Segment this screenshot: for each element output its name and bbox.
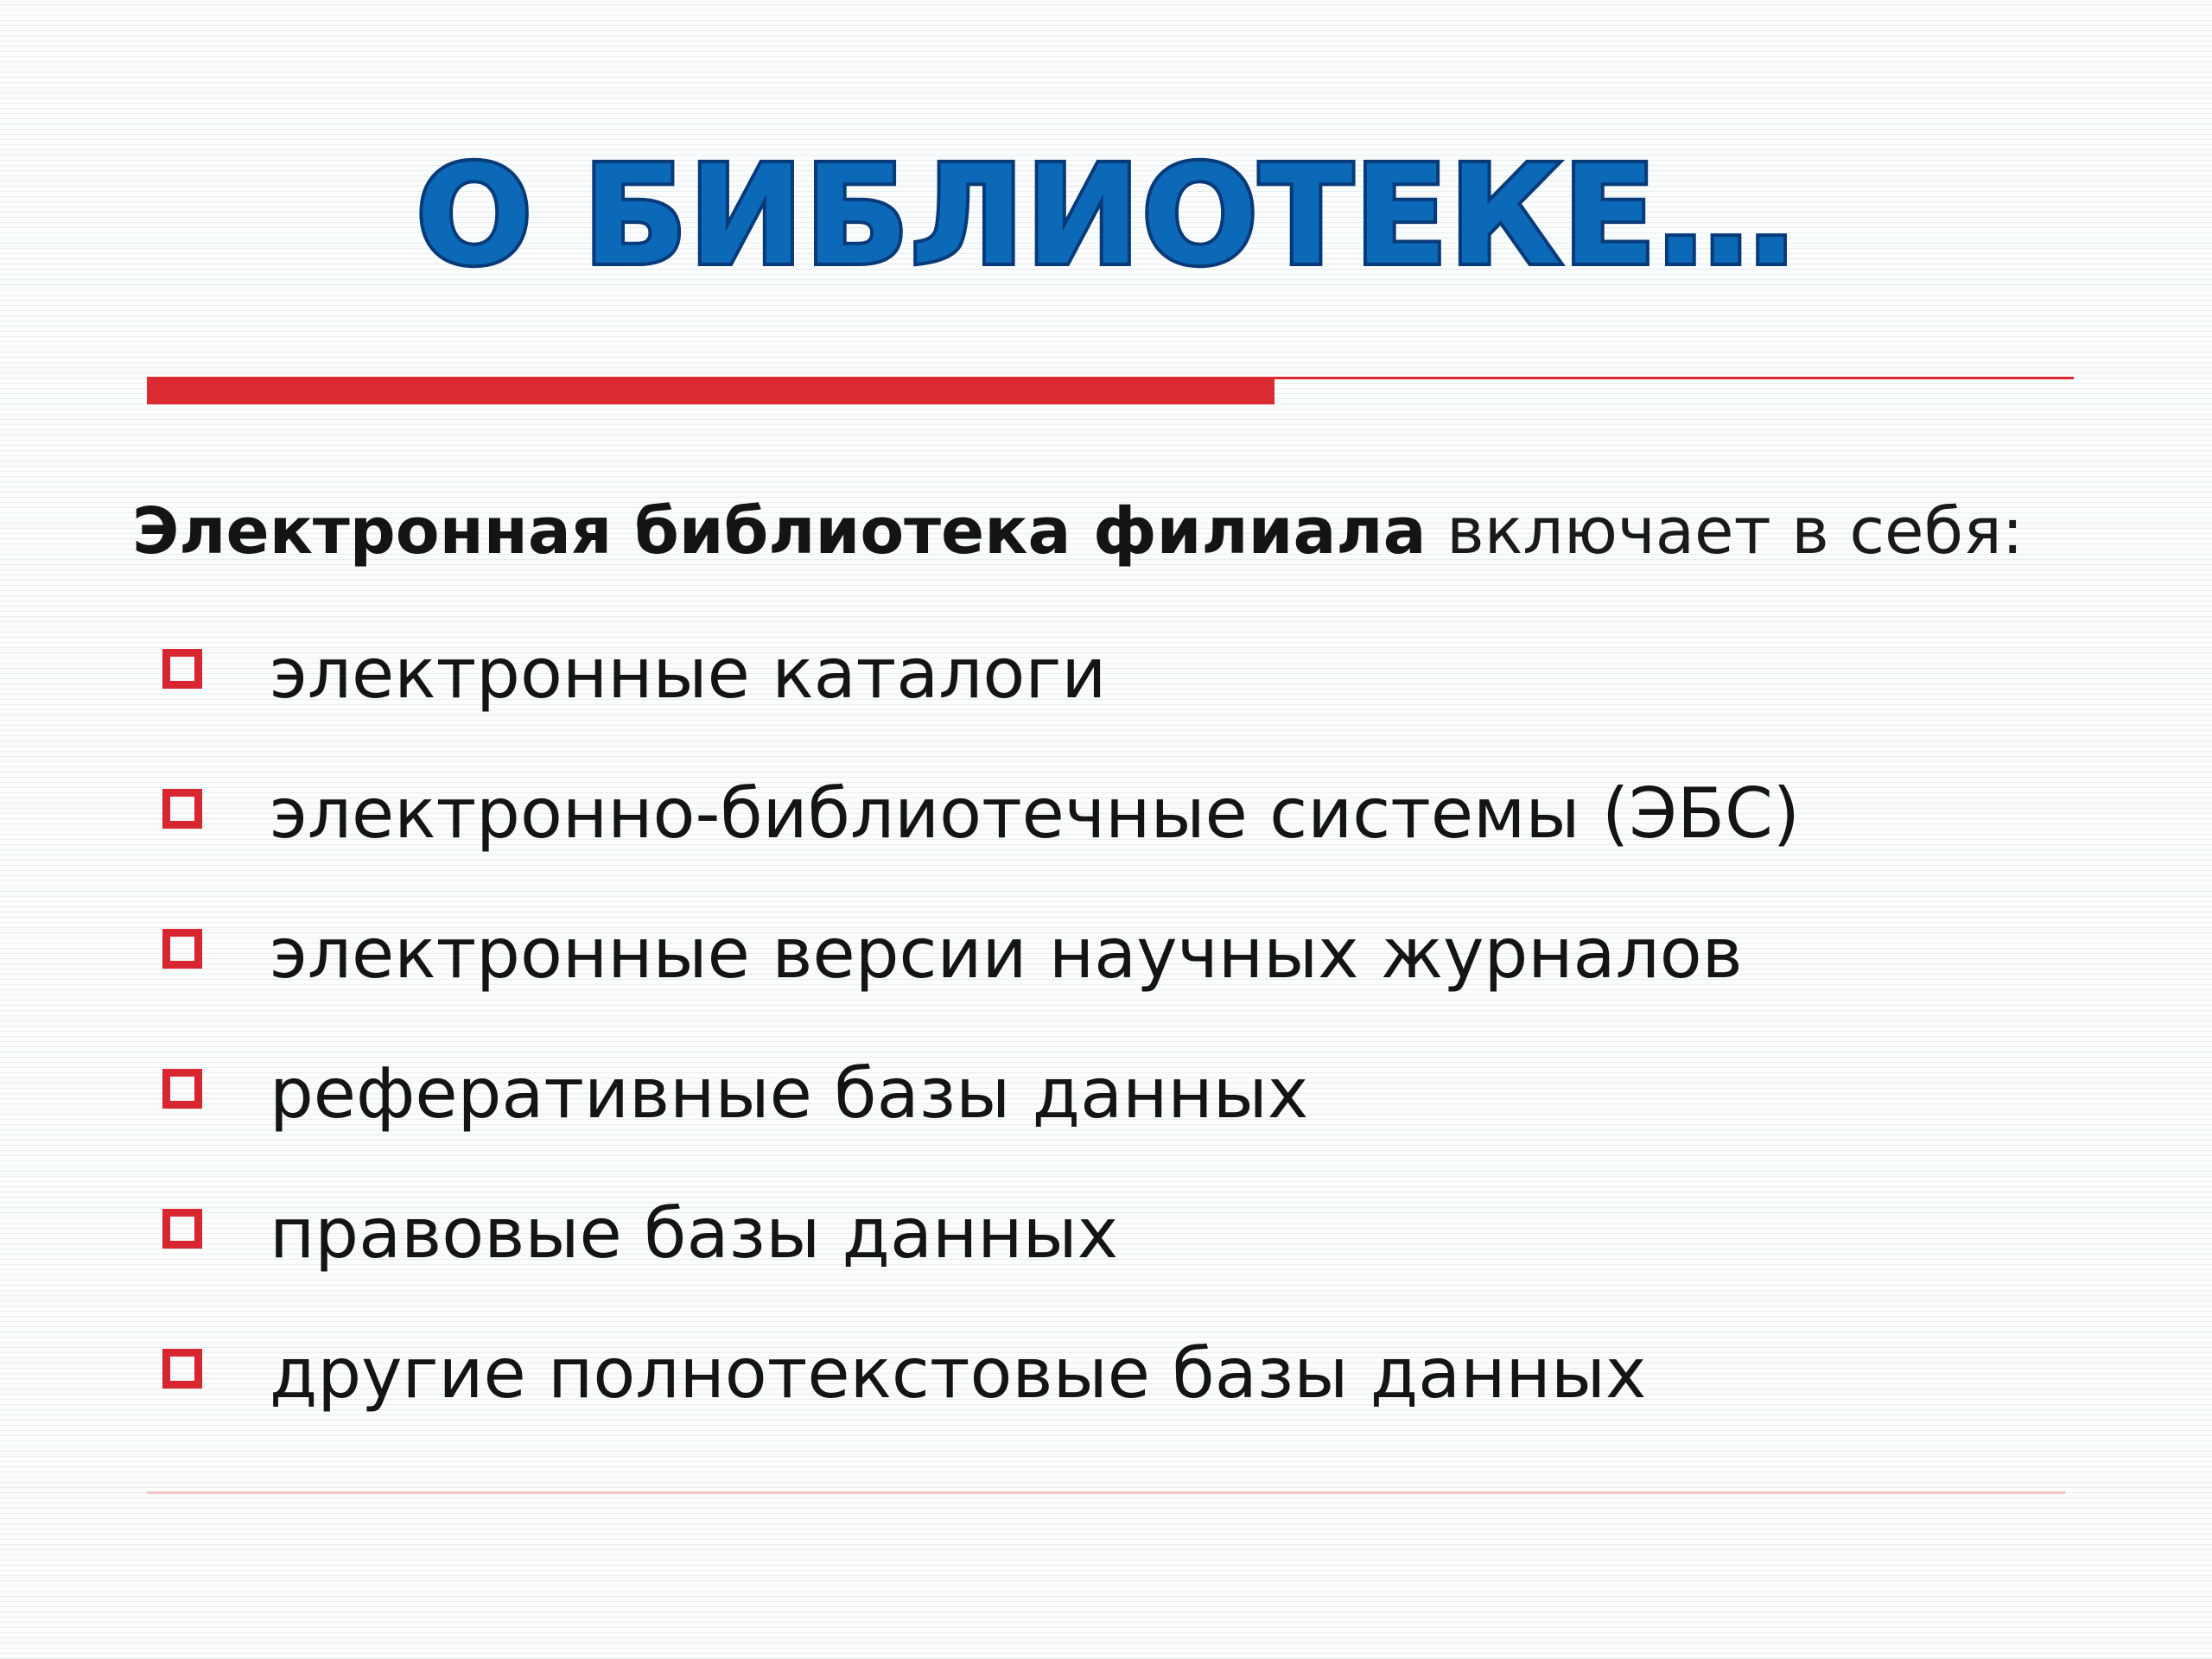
square-bullet-icon (162, 1069, 202, 1109)
intro-line (132, 484, 2120, 579)
square-bullet-icon (162, 1209, 202, 1249)
list-item-label: другие полнотекстовые базы данных (270, 1333, 1647, 1414)
intro-rest-text: включает в себя: (1426, 494, 2024, 569)
list-item (0, 1186, 2212, 1326)
list-item (0, 1046, 2212, 1186)
list-item (0, 906, 2212, 1046)
square-bullet-icon (162, 649, 202, 689)
intro-bold-text: Электронная библиотека филиала (132, 494, 1427, 569)
list-item (0, 766, 2212, 906)
title-underline-thick (147, 377, 1274, 404)
list-item-label: электронные каталоги (270, 633, 1107, 714)
slide-title: О БИБЛИОТЕКЕ… (416, 137, 1796, 296)
title-underline-thin (1274, 377, 2074, 379)
bullet-list (0, 626, 2212, 1466)
list-item-label: электронные версии научных журналов (270, 913, 1743, 994)
square-bullet-icon (162, 929, 202, 969)
list-item-label: электронно-библиотечные системы (ЭБС) (270, 773, 1801, 854)
list-item (0, 626, 2212, 766)
list-item-label: правовые базы данных (270, 1193, 1119, 1274)
square-bullet-icon (162, 1349, 202, 1389)
bottom-divider (147, 1491, 2065, 1494)
list-item (0, 1326, 2212, 1466)
square-bullet-icon (162, 789, 202, 829)
list-item-label: реферативные базы данных (270, 1053, 1309, 1134)
